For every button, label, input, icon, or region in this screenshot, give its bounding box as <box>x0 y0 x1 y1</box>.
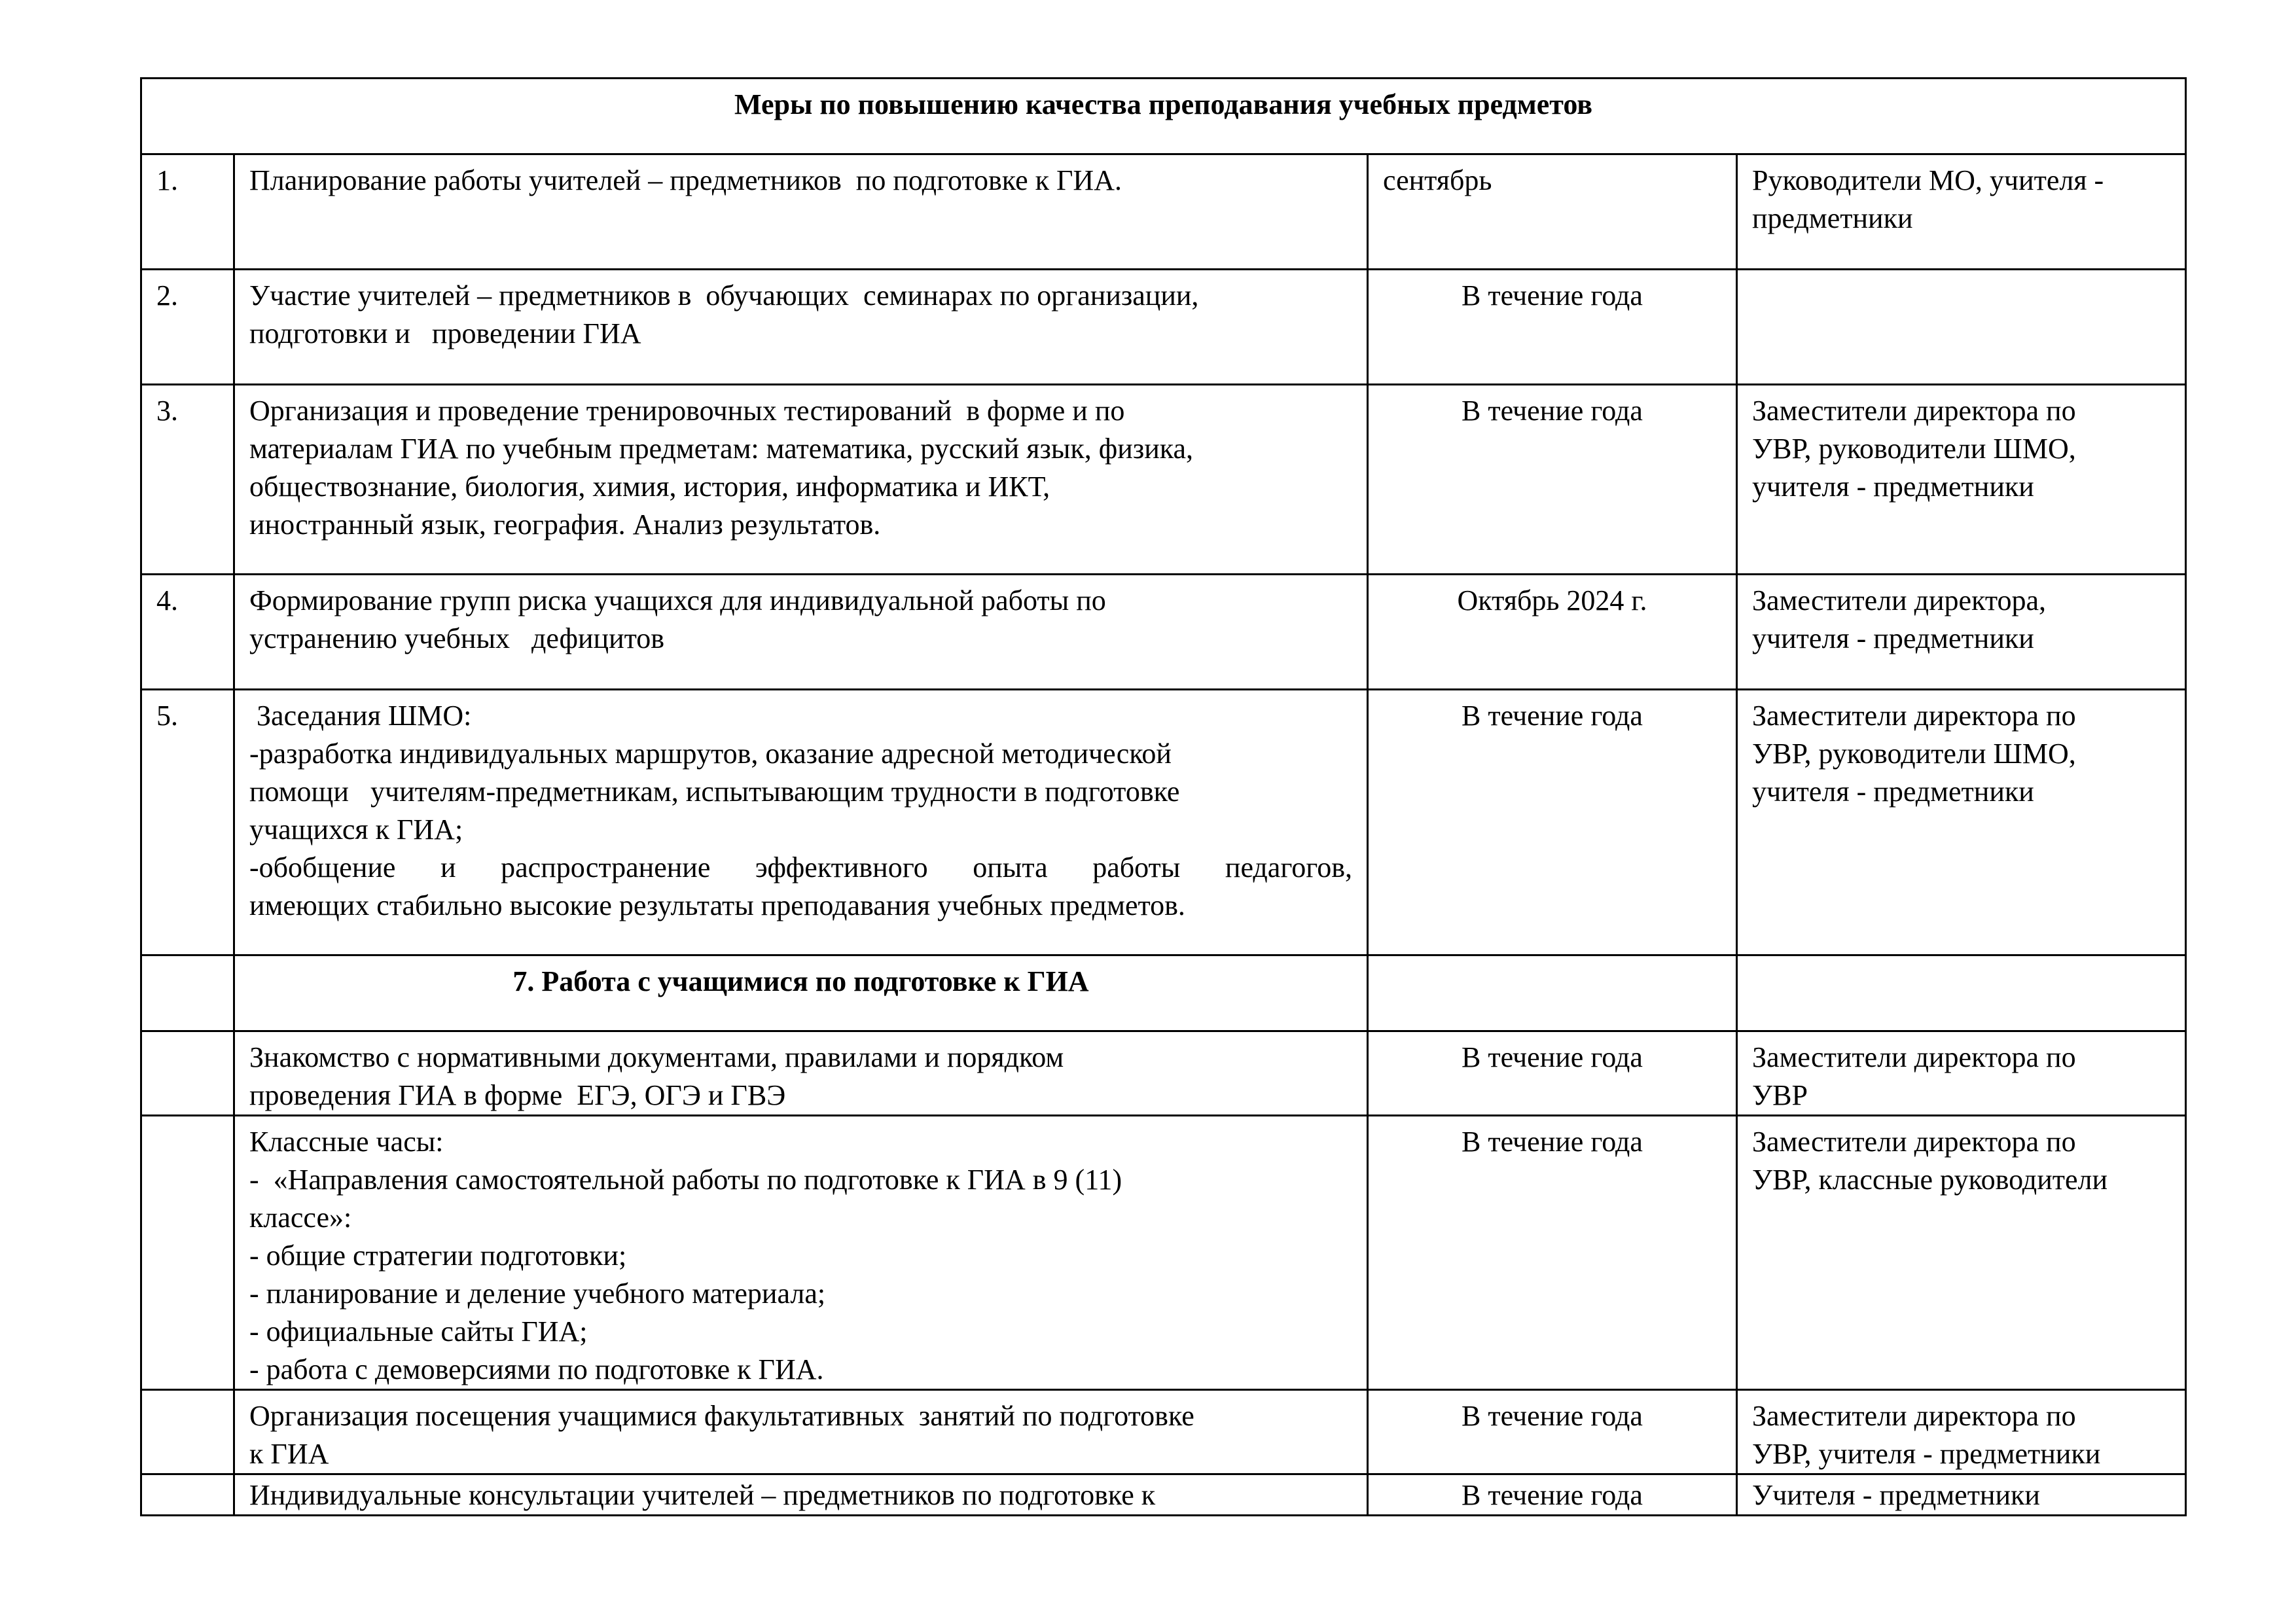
task-line: Заседания ШМО: <box>249 700 472 732</box>
task-line: проведения ГИА в форме ЕГЭ, ОГЭ и ГВЭ <box>249 1079 786 1111</box>
responsible-cell <box>1737 1390 2186 1474</box>
responsible-line: УВР <box>1752 1079 1808 1111</box>
empty-cell <box>1368 955 1737 1031</box>
task-cell <box>234 385 1368 575</box>
table-row <box>141 154 2186 270</box>
table-row <box>141 575 2186 690</box>
responsible-cell <box>1737 1474 2186 1516</box>
date-cell: В течение года <box>1368 1474 1737 1516</box>
responsible-cell <box>1737 690 2186 955</box>
table-row <box>141 385 2186 575</box>
row-number: 5. <box>141 690 234 955</box>
task-cell <box>234 270 1368 385</box>
responsible-line: Учителя - предметники <box>1752 1479 2040 1511</box>
task-cell <box>234 154 1368 270</box>
task-line: Организация и проведение тренировочных тестирований в форме и по <box>249 395 1125 427</box>
responsible-line: Заместители директора по <box>1752 1400 2076 1432</box>
date-cell: В течение года <box>1368 385 1737 575</box>
section-title: 7. Работа с учащимися по подготовке к ГИА <box>234 955 1368 1031</box>
responsible-line: предметники <box>1752 202 1913 234</box>
responsible-line: учителя - предметники <box>1752 471 2034 503</box>
date-cell: В течение года <box>1368 690 1737 955</box>
responsible-cell <box>1737 1031 2186 1116</box>
task-line: обществознание, биология, химия, история, информатика и ИКТ, <box>249 471 1050 503</box>
task-line: к ГИА <box>249 1438 329 1470</box>
row-number <box>141 1474 234 1516</box>
task-cell <box>234 1031 1368 1116</box>
task-line: учащихся к ГИА; <box>249 813 463 846</box>
table-row <box>141 1031 2186 1116</box>
task-cell <box>234 1390 1368 1474</box>
responsible-cell <box>1737 154 2186 270</box>
task-line: материалам ГИА по учебным предметам: математика, русский язык, физика, <box>249 433 1194 465</box>
responsible-line: УВР, руководители ШМО, <box>1752 433 2076 465</box>
responsible-line: Заместители директора по <box>1752 700 2076 732</box>
responsible-cell <box>1737 270 2186 385</box>
task-line: - официальные сайты ГИА; <box>249 1315 588 1347</box>
task-cell <box>234 1474 1368 1516</box>
responsible-line: УВР, руководители ШМО, <box>1752 738 2076 770</box>
responsible-line: Руководители МО, учителя - <box>1752 164 2104 196</box>
date-cell: В течение года <box>1368 270 1737 385</box>
responsible-line: учителя - предметники <box>1752 776 2034 808</box>
row-number: 3. <box>141 385 234 575</box>
date-cell: Октябрь 2024 г. <box>1368 575 1737 690</box>
empty-cell <box>141 955 234 1031</box>
row-number: 2. <box>141 270 234 385</box>
responsible-line: УВР, классные руководители <box>1752 1164 2108 1196</box>
empty-cell <box>1737 955 2186 1031</box>
responsible-cell <box>1737 575 2186 690</box>
task-line: -обобщение и распространение эффективного опыта работы педагогов, <box>249 851 1352 883</box>
section-header-row <box>141 79 2186 154</box>
task-line: Участие учителей – предметников в обучающих семинарах по организации, <box>249 279 1199 312</box>
task-line: классе»: <box>249 1202 352 1234</box>
table-row <box>141 1474 2186 1516</box>
responsible-cell <box>1737 1116 2186 1390</box>
row-number: 1. <box>141 154 234 270</box>
task-line: иностранный язык, география. Анализ результатов. <box>249 508 881 541</box>
table-row <box>141 1116 2186 1390</box>
task-line: имеющих стабильно высокие результаты преподавания учебных предметов. <box>249 889 1185 921</box>
responsible-line: учителя - предметники <box>1752 622 2034 654</box>
responsible-line: Заместители директора по <box>1752 1126 2076 1158</box>
table-row <box>141 270 2186 385</box>
date-cell: В течение года <box>1368 1390 1737 1474</box>
task-line: Формирование групп риска учащихся для индивидуальной работы по <box>249 584 1106 616</box>
task-cell <box>234 1116 1368 1390</box>
date-cell: В течение года <box>1368 1031 1737 1116</box>
table-row <box>141 1390 2186 1474</box>
task-line: Знакомство с нормативными документами, правилами и порядком <box>249 1041 1064 1073</box>
task-line: Индивидуальные консультации учителей – предметников по подготовке к <box>249 1479 1156 1511</box>
task-cell <box>234 690 1368 955</box>
task-line: - «Направления самостоятельной работы по подготовке к ГИА в 9 (11) <box>249 1164 1122 1196</box>
section-header-row <box>141 955 2186 1031</box>
task-line: -разработка индивидуальных маршрутов, оказание адресной методической <box>249 738 1172 770</box>
task-line: Классные часы: <box>249 1126 444 1158</box>
responsible-line: Заместители директора по <box>1752 1041 2076 1073</box>
row-number <box>141 1116 234 1390</box>
task-cell <box>234 575 1368 690</box>
task-line: - планирование и деление учебного материала; <box>249 1277 826 1310</box>
date-cell: сентябрь <box>1368 154 1737 270</box>
row-number <box>141 1390 234 1474</box>
task-line: подготовки и проведении ГИА <box>249 317 641 349</box>
date-cell: В течение года <box>1368 1116 1737 1390</box>
row-number <box>141 1031 234 1116</box>
task-line: Организация посещения учащимися факультативных занятий по подготовке <box>249 1400 1194 1432</box>
task-line: - общие стратегии подготовки; <box>249 1240 627 1272</box>
plan-table <box>140 77 2187 1516</box>
responsible-line: Заместители директора, <box>1752 584 2047 616</box>
document-page <box>140 77 2185 1516</box>
responsible-line: УВР, учителя - предметники <box>1752 1438 2101 1470</box>
table-row <box>141 690 2186 955</box>
task-line: Планирование работы учителей – предметников по подготовке к ГИА. <box>249 164 1122 196</box>
row-number: 4. <box>141 575 234 690</box>
responsible-line: Заместители директора по <box>1752 395 2076 427</box>
section-title: Меры по повышению качества преподавания учебных предметов <box>141 79 2186 154</box>
task-line: устранению учебных дефицитов <box>249 622 665 654</box>
task-line: помощи учителям-предметникам, испытывающим трудности в подготовке <box>249 776 1180 808</box>
responsible-cell <box>1737 385 2186 575</box>
task-line: - работа с демоверсиями по подготовке к ГИА. <box>249 1353 824 1385</box>
